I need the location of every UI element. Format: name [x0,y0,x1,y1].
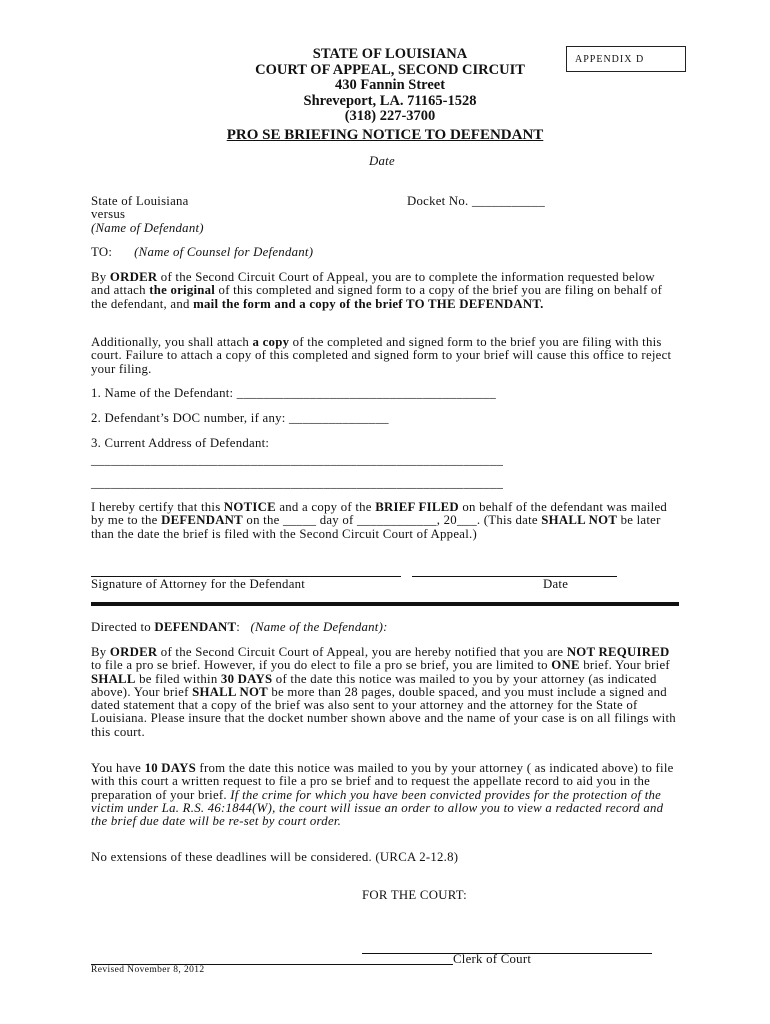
title-text: PRO SE BRIEFING NOTICE TO DEFENDANT [226,127,544,143]
order-paragraph [91,271,676,311]
bold-text: DEFENDANT [161,513,243,528]
text: of the Second Circuit Court of Appeal, you are to complete the information requested below and attach [91,270,655,298]
signature-date-label: Date [543,577,569,591]
to-line [91,246,313,259]
certify-paragraph [91,501,676,541]
text: By [91,270,110,284]
defendant-name-placeholder: (Name of the Defendant): [250,620,388,634]
text: on behalf of the defendant was mailed by me to the [91,500,668,528]
text: be more than 28 pages, double spaced, and you must include a signed and dated statement that a copy of the brief was also sent to your attorney and the attorney for the State of Louisiana. Please insure that the docket number shown above and the name of your case is on all filings with this court. [91,684,676,739]
item-name[interactable]: 1. Name of the Defendant: _______________________________________ [91,386,497,400]
bold-text: mail the form and a copy of the brief TO THE DEFENDANT. [193,296,544,311]
italic-text: If the crime for which you have been convicted provides for the protection of the victim under La. R.S. 46:1844(W), the court will issue an order to allow you to view a redacted record and the brief due date will be re-set by court order. [91,787,664,829]
bold-text: a copy [252,335,290,349]
bold-text: SHALL NOT [192,684,268,699]
bold-text: 30 DAYS [220,671,273,686]
text: You have [91,761,145,775]
header-line: STATE OF LOUISIANA [312,46,468,62]
for-the-court: FOR THE COURT: [362,888,467,902]
bold-text: DEFENDANT [154,620,237,634]
text: from the date this notice was mailed to you by your attorney ( as indicated above) to file with this court a written request to file a pro se brief and to request the appellate record to aid you in the preparation of your brief. [91,761,674,802]
text: Additionally, you shall attach [91,335,253,349]
date-label: Date [369,154,395,168]
docket-number: Docket No. ___________ [407,194,546,208]
appendix-box: APPENDIX D [566,46,686,72]
ten-days-paragraph [91,762,676,828]
text: to file a pro se brief. However, if you do elect to file a pro se brief, you are limited to [91,658,552,673]
bold-text: ORDER [109,270,158,284]
directed-line [91,621,388,634]
bold-text: BRIEF FILED [375,500,459,514]
date-line[interactable] [412,576,617,577]
bold-text: NOTICE [223,500,276,514]
court-header [170,47,610,125]
header-line: 430 Fannin Street [334,77,446,93]
page-title [0,127,770,144]
address-line[interactable]: ______________________________________________________________ [91,476,504,490]
address-line[interactable]: ______________________________________________________________ [91,453,504,467]
clerk-label: Clerk of Court [453,952,532,966]
bold-text: SHALL [91,671,136,686]
signature-label: Signature of Attorney for the Defendant [91,577,306,591]
section-divider [91,602,679,606]
additional-paragraph [91,336,676,376]
text: of this completed and signed form to a copy of the brief you are filing on behalf of the defendant, and [91,283,663,311]
notice-paragraph [91,646,676,739]
caption-state: State of Louisiana [91,194,189,208]
bold-text: SHALL NOT [541,513,618,528]
bold-text: NOT REQUIRED [566,645,670,659]
text: Directed to [91,620,155,634]
to-counsel: (Name of Counsel for Defendant) [134,245,314,259]
text: of the completed and signed form to the brief you are filing with this court. Failure to attach a copy of this completed and signed form to your brief will cause this office to reject your filing. [91,335,672,376]
header-line: COURT OF APPEAL, SECOND CIRCUIT [255,61,525,78]
bold-text: 10 DAYS [144,761,196,775]
text: By [91,645,110,659]
caption-block [91,195,204,235]
bold-text: ONE [551,658,580,673]
text: on the _____ day of ____________, 20___. (This date [242,513,542,528]
revision-date: Revised November 8, 2012 [91,965,205,975]
text: of the Second Circuit Court of Appeal, you are hereby notified that you are [157,645,567,659]
bold-text: ORDER [109,645,158,659]
text: of the date this notice was mailed to you by your attorney (as indicated above). Your brief [91,671,657,699]
text: : [236,620,241,634]
header-line: Shreveport, LA. 71165-1528 [303,92,477,109]
item-doc[interactable]: 2. Defendant’s DOC number, if any: _______________ [91,411,389,425]
text: I hereby certify that this [91,500,224,514]
text: be later than the date the brief is filed with the Second Circuit Court of Appeal.) [91,513,661,541]
to-label: TO: [91,245,113,259]
bold-text: the original [149,283,216,298]
header-line: (318) 227-3700 [344,108,436,124]
no-extensions: No extensions of these deadlines will be considered. (URCA 2-12.8) [91,850,459,864]
caption-defendant: (Name of Defendant) [91,220,204,235]
item-address: 3. Current Address of Defendant: [91,436,270,450]
text: brief. Your brief [579,658,670,673]
text: be filed within [135,671,221,686]
caption-versus: versus [91,207,126,222]
text: and a copy of the [275,500,376,514]
